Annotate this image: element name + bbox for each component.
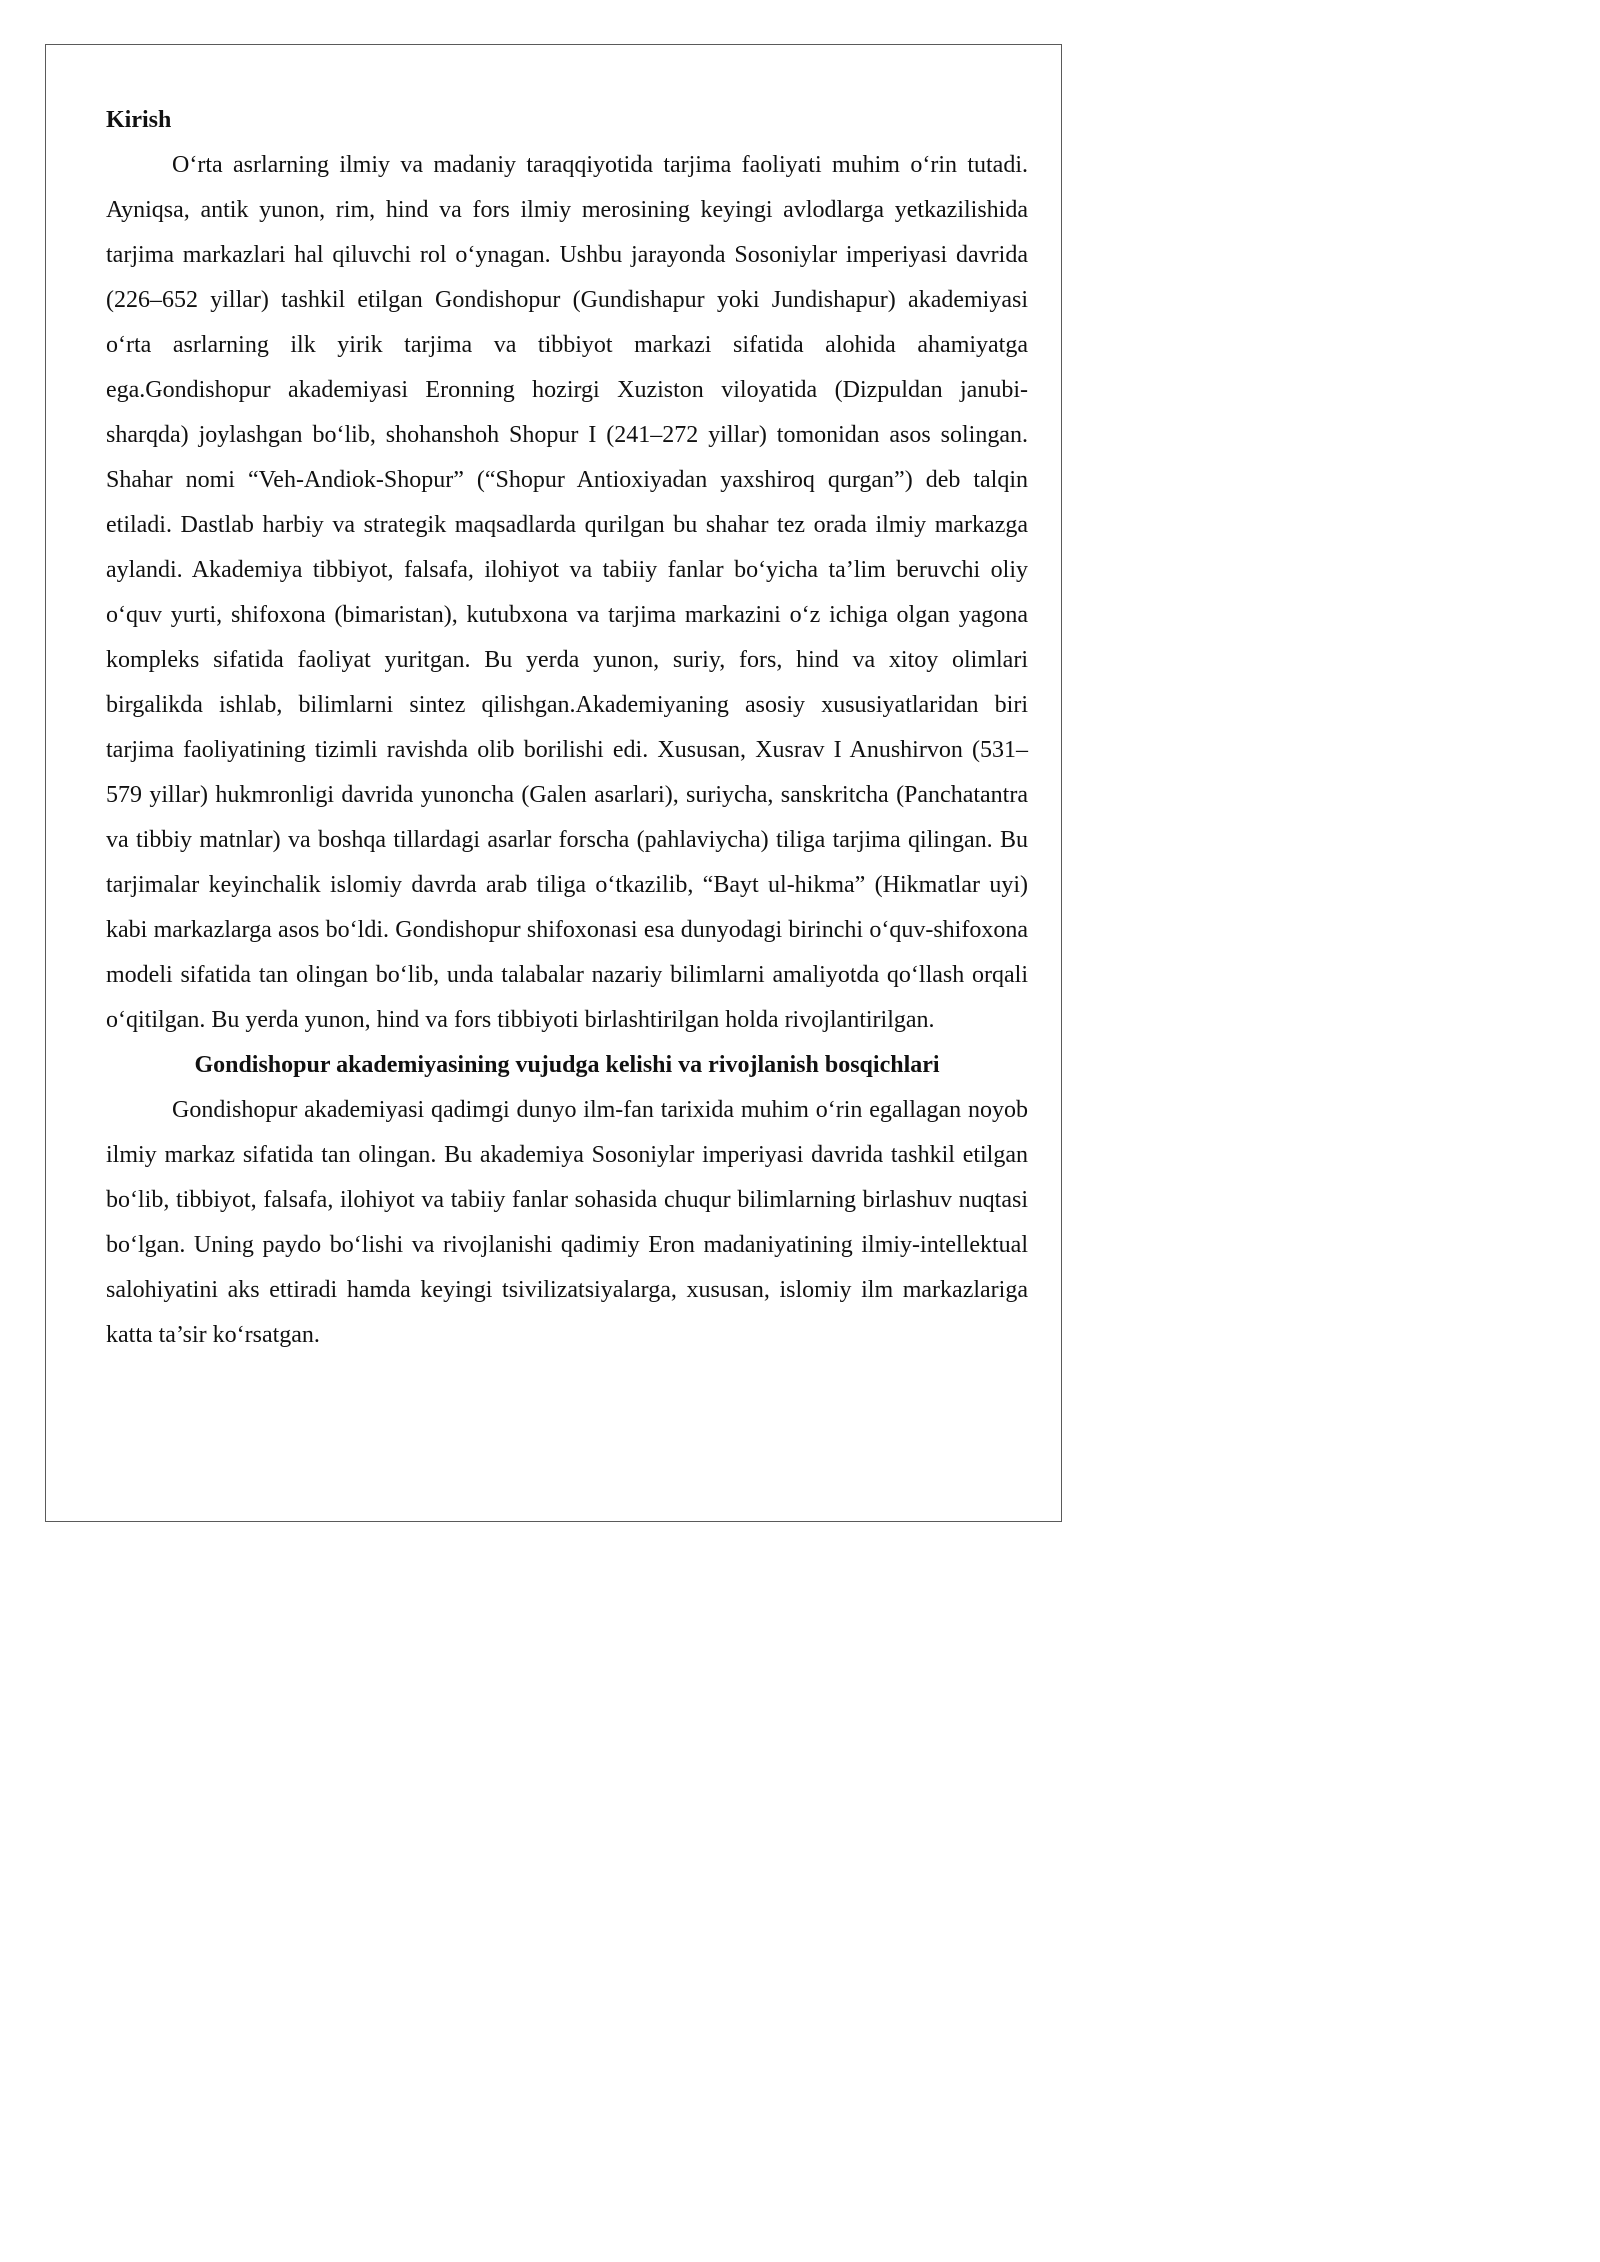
- document-heading: Kirish: [106, 107, 172, 133]
- document-body: [106, 98, 1028, 1358]
- section-paragraph: Gondishopur akademiyasi qadimgi dunyo ilm-fan tarixida muhim o‘rin egallagan noyob ilmiy markaz sifatida tan olingan. Bu akademiya Sosoniylar imperiyasi davrida tashkil etilgan bo‘lib, tibbiyot, falsafa, ilohiyot va tabiiy fanlar sohasida chuqur bilimlarning birlashuv nuqtasi bo‘lgan. Uning paydo bo‘lishi va rivojlanishi qadimiy Eron madaniyatining ilmiy-intellektual salohiyatini aks ettiradi hamda keyingi tsivilizatsiyalarga, xususan, islomiy ilm markazlariga katta ta’sir ko‘rsatgan.: [106, 1097, 1028, 1348]
- section-title: Gondishopur akademiyasining vujudga kelishi va rivojlanish bosqichlari: [194, 1052, 940, 1078]
- intro-paragraph: O‘rta asrlarning ilmiy va madaniy taraqqiyotida tarjima faoliyati muhim o‘rin tutadi. Ayniqsa, antik yunon, rim, hind va fors ilmiy merosining keyingi avlodlarga yetkazilishida tarjima markazlari hal qiluvchi rol o‘ynagan. Ushbu jarayonda Sosoniylar imperiyasi davrida (226–652 yillar) tashkil etilgan Gondishopur (Gundishapur yoki Jundishapur) akademiyasi o‘rta asrlarning ilk yirik tarjima va tibbiyot markazi sifatida alohida ahamiyatga ega.Gondishopur akademiyasi Eronning hozirgi Xuziston viloyatida (Dizpuldan janubi-sharqda) joylashgan bo‘lib, shohanshoh Shopur I (241–272 yillar) tomonidan asos solingan. Shahar nomi “Veh-Andiok-Shopur” (“Shopur Antioxiyadan yaxshiroq qurgan”) deb talqin etiladi. Dastlab harbiy va strategik maqsadlarda qurilgan bu shahar tez orada ilmiy markazga aylandi. Akademiya tibbiyot, falsafa, ilohiyot va tabiiy fanlar bo‘yicha ta’lim beruvchi oliy o‘quv yurti, shifoxona (bimaristan), kutubxona va tarjima markazini o‘z ichiga olgan yagona kompleks sifatida faoliyat yuritgan. Bu yerda yunon, suriy, fors, hind va xitoy olimlari birgalikda ishlab, bilimlarni sintez qilishgan.Akademiyaning asosiy xususiyatlaridan biri tarjima faoliyatining tizimli ravishda olib borilishi edi. Xususan, Xusrav I Anushirvon (531–579 yillar) hukmronligi davrida yunoncha (Galen asarlari), suriycha, sanskritcha (Panchatantra va tibbiy matnlar) va boshqa tillardagi asarlar forscha (pahlaviycha) tiliga tarjima qilingan. Bu tarjimalar keyinchalik islomiy davrda arab tiliga o‘tkazilib, “Bayt ul-hikma” (Hikmatlar uyi) kabi markazlarga asos bo‘ldi. Gondishopur shifoxonasi esa dunyodagi birinchi o‘quv-shifoxona modeli sifatida tan olingan bo‘lib, unda talabalar nazariy bilimlarni amaliyotda qo‘llash orqali o‘qitilgan. Bu yerda yunon, hind va fors tibbiyoti birlashtirilgan holda rivojlantirilgan.: [106, 152, 1028, 1033]
